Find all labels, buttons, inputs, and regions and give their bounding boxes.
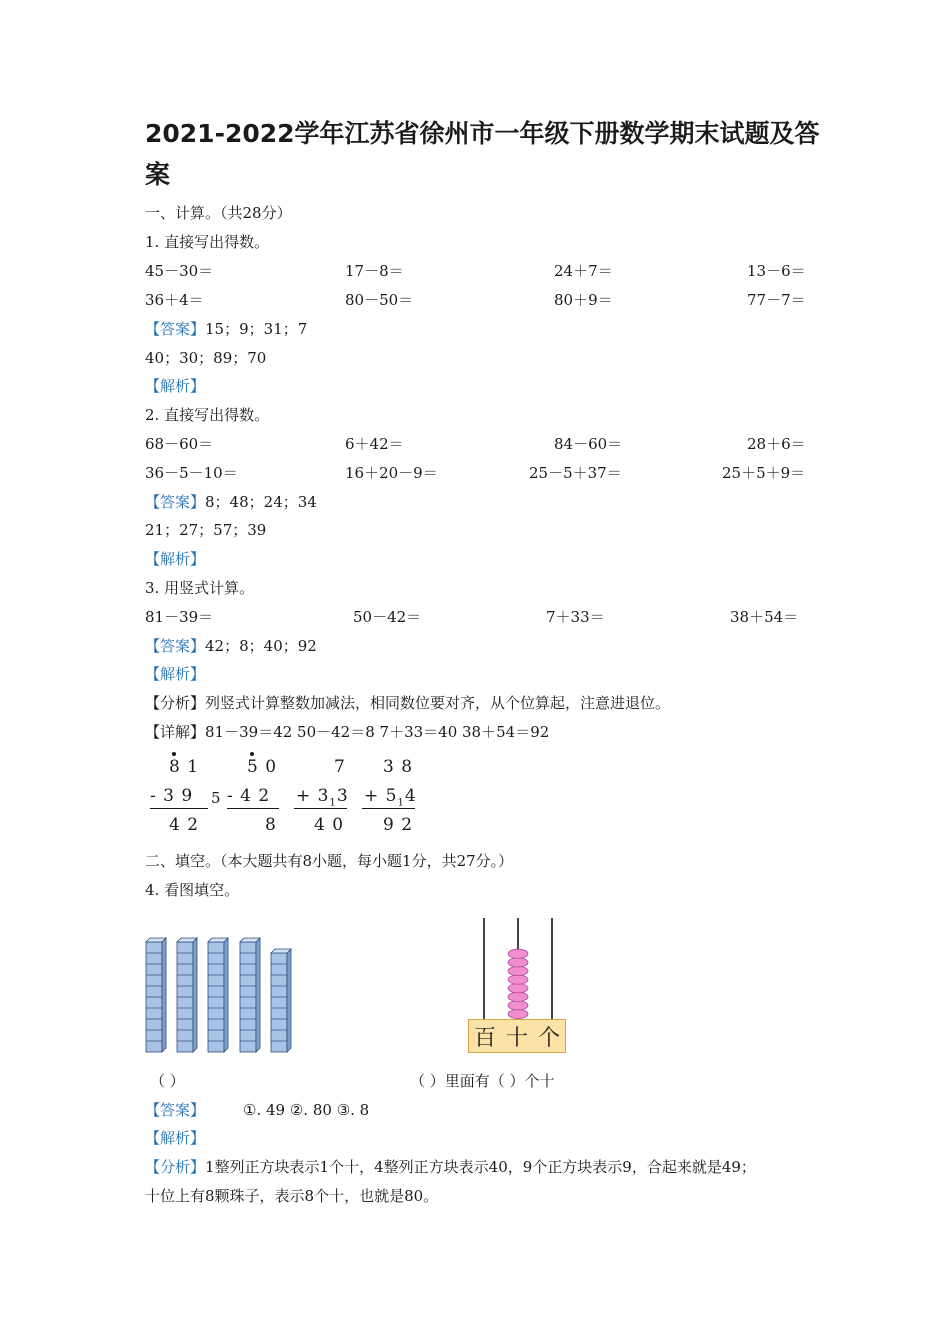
abacus-figure <box>470 914 570 1024</box>
answer-line <box>145 1100 369 1120</box>
expression: 17－8＝ <box>345 262 404 280</box>
cube-column-side <box>287 949 291 1052</box>
vertical-result: 4 0 <box>314 815 345 835</box>
analysis-tag: 【解析】 <box>145 377 206 395</box>
cube-column-side <box>162 938 166 1052</box>
answer-tag: 【答案】 <box>145 493 206 511</box>
page-title-line1: 2021-2022学年江苏省徐州市一年级下册数学期末试题及答 <box>145 119 820 148</box>
vertical-line <box>362 808 415 809</box>
answer-text: 15；9；31；7 <box>205 320 308 338</box>
question-label: 2. 直接写出得数。 <box>145 406 270 424</box>
vertical-result: 8 <box>265 815 277 835</box>
abacus-bead <box>508 984 528 993</box>
answer-text: 21；27；57；39 <box>145 521 267 539</box>
fenxi-text: 十位上有8颗珠子，表示8个十，也就是80。 <box>145 1187 439 1205</box>
vertical-top: 8 1 <box>169 757 200 777</box>
place-hundreds: 百 <box>473 1025 496 1051</box>
expression: 25＋5＋9＝ <box>722 464 806 482</box>
expression: 80＋9＝ <box>554 291 613 309</box>
analysis-tag: 【解析】 <box>145 550 206 568</box>
question-label: 4. 看图填空。 <box>145 881 240 899</box>
expression: 6＋42＝ <box>345 435 404 453</box>
expression: 50－42＝ <box>353 608 422 626</box>
cube-columns-figure <box>140 928 300 1058</box>
vertical-middle: - 4 2 <box>227 786 271 806</box>
expression: 84－60＝ <box>554 435 623 453</box>
abacus-bead <box>508 949 528 958</box>
vertical-middle <box>296 786 349 808</box>
answer-line <box>145 492 317 512</box>
expression: 45－30＝ <box>145 262 214 280</box>
borrow-dot <box>172 752 176 756</box>
analysis-line <box>145 693 670 713</box>
expression: 24＋7＝ <box>554 262 613 280</box>
vertical-line <box>294 808 347 809</box>
cube-column-top <box>240 938 260 942</box>
question-label: 1. 直接写出得数。 <box>145 233 270 251</box>
vertical-middle-end: 4 <box>404 786 417 806</box>
carry-digit: 1 <box>329 797 337 809</box>
vertical-top: 7 <box>334 757 346 777</box>
cube-column-top <box>146 938 166 942</box>
answer-tag: 【答案】 <box>145 1101 206 1119</box>
cube-column-side <box>224 938 228 1052</box>
vertical-result: 4 2 <box>169 815 200 835</box>
vertical-middle: - 3 9 <box>150 786 194 806</box>
expression: 81－39＝ <box>145 608 214 626</box>
fill-blank: （ ）里面有（ ）个十 <box>410 1072 555 1090</box>
vertical-middle-end: 3 <box>336 786 349 806</box>
section-heading: 二、填空。（本大题共有8小题，每小题1分，共27分。） <box>145 852 514 870</box>
vertical-top: 5 0 <box>247 757 278 777</box>
expression: 25－5＋37＝ <box>529 464 622 482</box>
section-heading: 一、计算。（共28分） <box>145 204 292 222</box>
answer-line <box>145 319 307 339</box>
abacus-bead <box>508 1001 528 1010</box>
fenxi-tag: 【分析】 <box>145 694 206 712</box>
expression: 36－5－10＝ <box>145 464 238 482</box>
fenxi-text: 列竖式计算整数加减法，相同数位要对齐，从个位算起，注意进退位。 <box>205 694 671 712</box>
vertical-middle <box>364 786 417 808</box>
expression: 36＋4＝ <box>145 291 204 309</box>
vertical-result: 9 2 <box>383 815 414 835</box>
xiangjie-text: 81－39＝42 50－42＝8 7＋33＝40 38＋54＝92 <box>205 723 550 741</box>
expression: 28＋6＝ <box>747 435 806 453</box>
cube-column-top <box>177 938 197 942</box>
answer-tag: 【答案】 <box>145 637 206 655</box>
abacus-bead <box>508 975 528 984</box>
expression: 68－60＝ <box>145 435 214 453</box>
place-tens: 十 <box>505 1025 528 1051</box>
expression: 13－6＝ <box>747 262 806 280</box>
cube-column-side <box>193 938 197 1052</box>
vertical-top: 3 8 <box>383 757 414 777</box>
answer-line <box>145 636 317 656</box>
vertical-line <box>227 808 279 809</box>
expression: 38＋54＝ <box>730 608 799 626</box>
abacus-bead <box>508 1009 528 1018</box>
expression: 77－7＝ <box>747 291 806 309</box>
borrow-dot <box>250 752 254 756</box>
vertical-side-note: 5 <box>211 789 221 807</box>
analysis-tag: 【解析】 <box>145 665 206 683</box>
fenxi-tag: 【分析】 <box>145 1158 206 1176</box>
abacus-bead <box>508 958 528 967</box>
vertical-middle-text: + 5 <box>364 786 398 806</box>
vertical-middle-text: + 3 <box>296 786 330 806</box>
answer-tag: 【答案】 <box>145 320 206 338</box>
abacus-beads <box>508 949 528 1018</box>
vertical-line <box>150 808 208 809</box>
cube-column-side <box>256 938 260 1052</box>
analysis-line <box>145 1157 756 1177</box>
detail-line <box>145 722 549 742</box>
abacus-bead <box>508 966 528 975</box>
cube-column <box>271 953 287 1052</box>
answer-text: 8；48；24；34 <box>205 493 317 511</box>
cube-column-top <box>208 938 228 942</box>
cube-column-top <box>271 949 291 953</box>
xiangjie-tag: 【详解】 <box>145 723 206 741</box>
fenxi-text: 1整列正方块表示1个十，4整列正方块表示40，9个正方块表示9，合起来就是49； <box>205 1158 756 1176</box>
answer-text: ①. 49 ②. 80 ③. 8 <box>243 1101 370 1119</box>
place-ones: 个 <box>537 1025 560 1051</box>
question-label: 3. 用竖式计算。 <box>145 579 255 597</box>
abacus-bead <box>508 992 528 1001</box>
expression: 7＋33＝ <box>546 608 605 626</box>
page-title-line2: 案 <box>145 160 171 189</box>
carry-digit: 1 <box>397 797 405 809</box>
expression: 16＋20－9＝ <box>345 464 438 482</box>
analysis-tag: 【解析】 <box>145 1129 206 1147</box>
answer-text: 40；30；89；70 <box>145 349 267 367</box>
expression: 80－50＝ <box>345 291 414 309</box>
fill-blank: （ ） <box>150 1072 185 1090</box>
answer-text: 42；8；40；92 <box>205 637 317 655</box>
abacus-place-label <box>468 1019 566 1053</box>
